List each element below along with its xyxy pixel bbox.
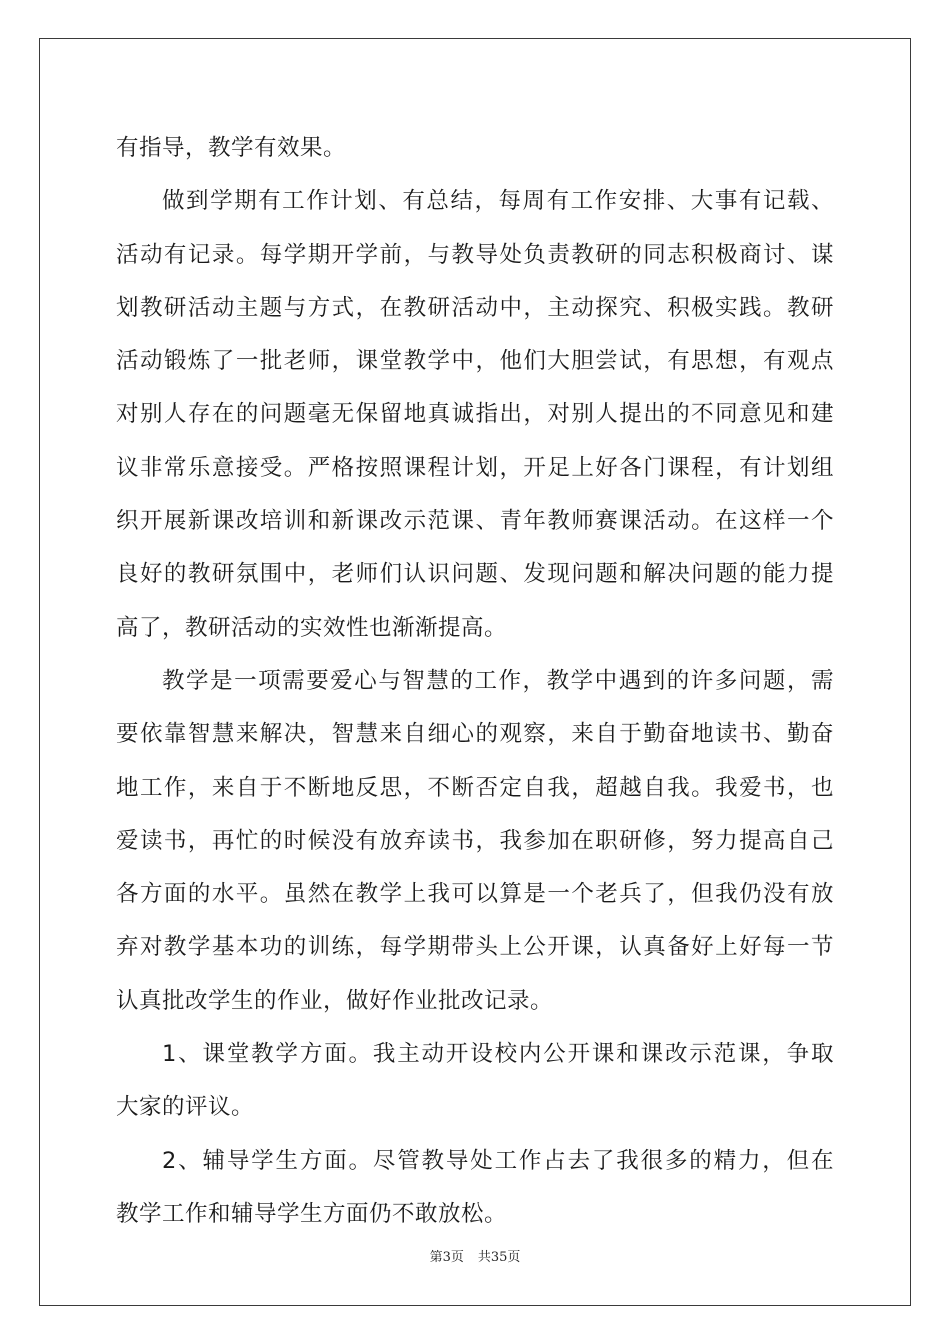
- page-number: 第3页: [429, 1250, 464, 1265]
- paragraph-line: 划教研活动主题与方式，在教研活动中，主动探究、积极实践。教研: [116, 294, 834, 321]
- document-body: [116, 122, 834, 1241]
- paragraph-line: 活动有记录。每学期开学前，与教导处负责教研的同志积极商讨、谋: [116, 241, 834, 268]
- paragraph-line: 教学工作和辅导学生方面仍不敢放松。: [116, 1200, 508, 1227]
- paragraph-line: 地工作，来自于不断地反思，不断否定自我，超越自我。我爱书，也: [116, 774, 834, 801]
- page-footer: [0, 1246, 950, 1265]
- paragraph-line: 议非常乐意接受。严格按照课程计划，开足上好各门课程，有计划组: [116, 454, 834, 481]
- paragraph-line: 对别人存在的问题毫无保留地真诚指出，对别人提出的不同意见和建: [116, 401, 834, 428]
- paragraph-line: 爱读书，再忙的时候没有放弃读书，我参加在职研修，努力提高自己: [116, 827, 834, 854]
- paragraph-line: 认真批改学生的作业，做好作业批改记录。: [116, 987, 554, 1014]
- paragraph-line: 活动锻炼了一批老师，课堂教学中，他们大胆尝试，有思想，有观点: [116, 348, 834, 375]
- paragraph-line: 织开展新课改培训和新课改示范课、青年教师赛课活动。在这样一个: [116, 508, 834, 535]
- paragraph-line: 做到学期有工作计划、有总结，每周有工作安排、大事有记载、: [162, 188, 834, 215]
- paragraph-line: 高了，教研活动的实效性也渐渐提高。: [116, 614, 508, 641]
- paragraph-line: 良好的教研氛围中，老师们认识问题、发现问题和解决问题的能力提: [116, 561, 834, 588]
- paragraph-line: 2、辅导学生方面。尽管教导处工作占去了我很多的精力，但在: [162, 1147, 834, 1174]
- paragraph-line: 教学是一项需要爱心与智慧的工作，教学中遇到的许多问题，需: [162, 667, 834, 694]
- page-total: 共35页: [477, 1250, 521, 1265]
- paragraph-line: 弃对教学基本功的训练，每学期带头上公开课，认真备好上好每一节: [116, 934, 834, 961]
- paragraph-line: 大家的评议。: [116, 1094, 255, 1121]
- paragraph-line: 各方面的水平。虽然在教学上我可以算是一个老兵了，但我仍没有放: [116, 881, 834, 908]
- paragraph-line: 1、课堂教学方面。我主动开设校内公开课和课改示范课，争取: [162, 1041, 834, 1068]
- paragraph-line: 要依靠智慧来解决，智慧来自细心的观察，来自于勤奋地读书、勤奋: [116, 721, 834, 748]
- paragraph-line: 有指导，教学有效果。: [116, 135, 347, 161]
